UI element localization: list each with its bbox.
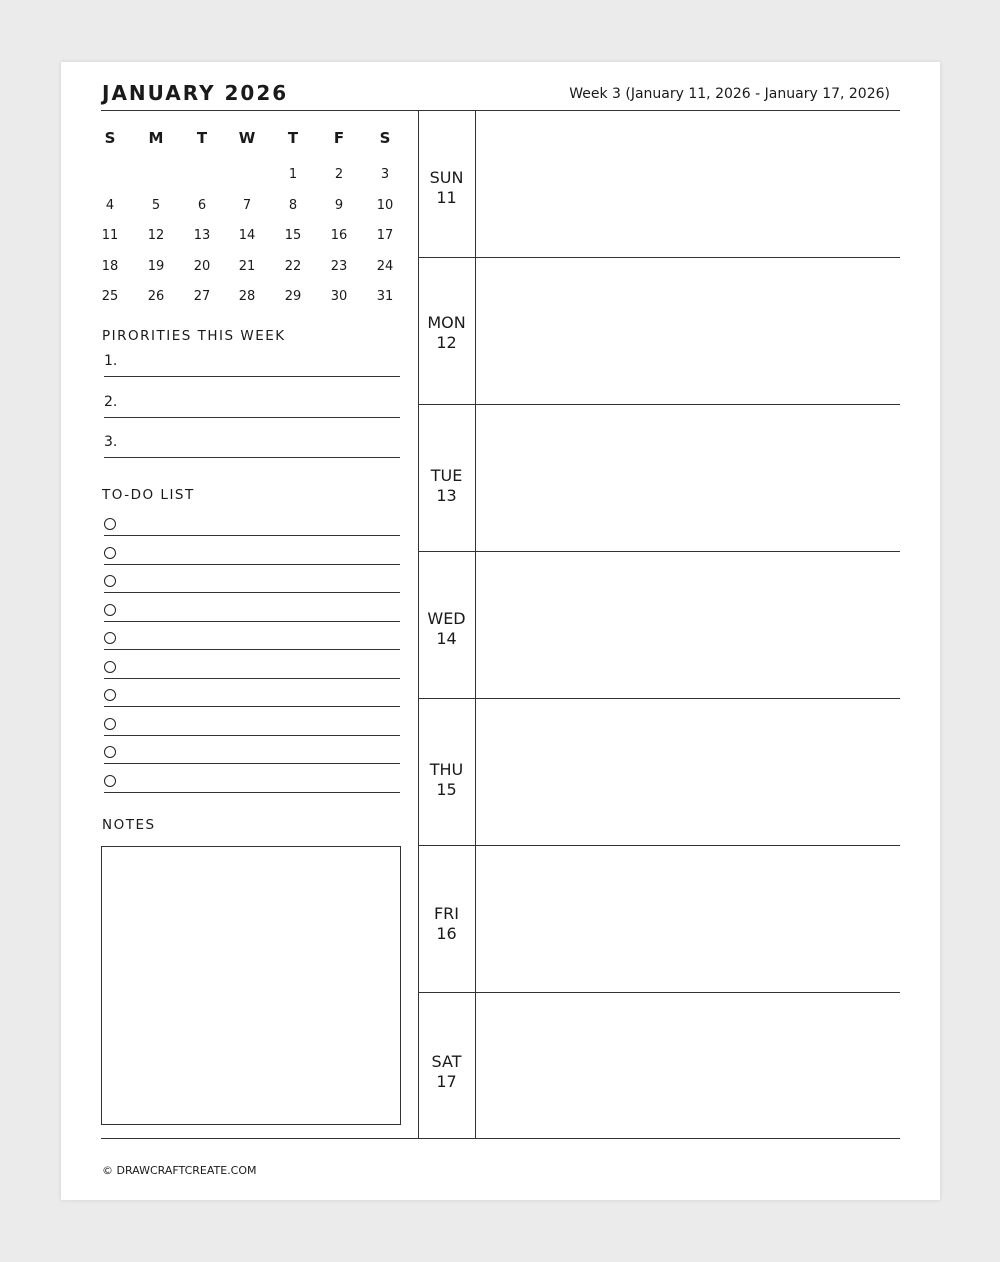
- day-label-mon: [418, 313, 475, 353]
- todo-line[interactable]: [104, 621, 400, 622]
- todo-checkbox[interactable]: [104, 632, 116, 644]
- todo-title: TO-DO LIST: [102, 487, 195, 503]
- calendar-day: 25: [101, 289, 119, 304]
- todo-checkbox[interactable]: [104, 547, 116, 559]
- calendar-day: 22: [284, 259, 302, 274]
- weekday-header: S: [104, 129, 116, 147]
- calendar-day: 2: [334, 167, 344, 182]
- calendar-day: 30: [330, 289, 348, 304]
- todo-checkbox[interactable]: [104, 661, 116, 673]
- priority-number: 3.: [104, 434, 118, 450]
- calendar-day: 31: [376, 289, 394, 304]
- day-label-wed: [418, 609, 475, 649]
- day-date: 12: [436, 333, 457, 352]
- day-date: 13: [436, 486, 457, 505]
- day-name: SUN: [429, 168, 464, 187]
- day-separator: [418, 551, 900, 552]
- day-writing-area[interactable]: [475, 993, 900, 1137]
- todo-line[interactable]: [104, 564, 400, 565]
- day-name: SAT: [431, 1052, 462, 1071]
- todo-checkbox[interactable]: [104, 689, 116, 701]
- calendar-day: 23: [330, 259, 348, 274]
- day-writing-area[interactable]: [475, 699, 900, 844]
- todo-checkbox[interactable]: [104, 518, 116, 530]
- notes-box[interactable]: [101, 846, 401, 1125]
- day-separator: [418, 404, 900, 405]
- calendar-day: 16: [330, 228, 348, 243]
- calendar-day: 3: [380, 167, 390, 182]
- day-date: 16: [436, 924, 457, 943]
- calendar-day: 11: [101, 228, 119, 243]
- planner-page: [61, 62, 940, 1200]
- calendar-day: 29: [284, 289, 302, 304]
- calendar-day: 18: [101, 259, 119, 274]
- day-label-tue: [418, 466, 475, 506]
- calendar-day: 13: [193, 228, 211, 243]
- day-name: TUE: [430, 466, 463, 485]
- priorities-title: PIRORITIES THIS WEEK: [102, 328, 286, 344]
- calendar-day: 5: [151, 198, 161, 213]
- day-separator: [418, 992, 900, 993]
- day-name: MON: [427, 313, 466, 332]
- day-date: 14: [436, 629, 457, 648]
- calendar-day: 14: [238, 228, 256, 243]
- calendar-day: 20: [193, 259, 211, 274]
- day-separator: [418, 845, 900, 846]
- day-writing-area[interactable]: [475, 258, 900, 403]
- todo-checkbox[interactable]: [104, 604, 116, 616]
- day-writing-area[interactable]: [475, 846, 900, 991]
- todo-line[interactable]: [104, 535, 400, 536]
- weekday-header: F: [333, 129, 345, 147]
- footer-rule: [101, 1138, 900, 1139]
- priority-line[interactable]: [104, 376, 400, 377]
- day-name: THU: [429, 760, 464, 779]
- todo-checkbox[interactable]: [104, 718, 116, 730]
- todo-line[interactable]: [104, 763, 400, 764]
- todo-line[interactable]: [104, 792, 400, 793]
- calendar-day: 9: [334, 198, 344, 213]
- todo-line[interactable]: [104, 735, 400, 736]
- calendar-day: 17: [376, 228, 394, 243]
- notes-title: NOTES: [102, 817, 156, 833]
- calendar-day: 1: [288, 167, 298, 182]
- calendar-day: 7: [242, 198, 252, 213]
- calendar-day: 8: [288, 198, 298, 213]
- day-writing-area[interactable]: [475, 552, 900, 697]
- priority-line[interactable]: [104, 417, 400, 418]
- calendar-day: 21: [238, 259, 256, 274]
- calendar-day: 24: [376, 259, 394, 274]
- day-separator: [418, 257, 900, 258]
- calendar-day: 10: [376, 198, 394, 213]
- priority-line[interactable]: [104, 457, 400, 458]
- day-label-sun: [418, 168, 475, 208]
- day-date: 11: [436, 188, 457, 207]
- weekday-header: W: [238, 129, 256, 147]
- weekday-header: T: [287, 129, 299, 147]
- copyright-footer: © DRAWCRAFTCREATE.COM: [102, 1164, 257, 1177]
- week-range: Week 3 (January 11, 2026 - January 17, 2026): [569, 86, 890, 102]
- todo-line[interactable]: [104, 706, 400, 707]
- day-label-thu: [418, 760, 475, 800]
- todo-line[interactable]: [104, 678, 400, 679]
- day-name: FRI: [433, 904, 460, 923]
- calendar-day: 27: [193, 289, 211, 304]
- day-date: 15: [436, 780, 457, 799]
- weekday-header: S: [379, 129, 391, 147]
- weekday-header: M: [148, 129, 164, 147]
- calendar-day: 12: [147, 228, 165, 243]
- todo-line[interactable]: [104, 592, 400, 593]
- day-separator: [418, 698, 900, 699]
- day-writing-area[interactable]: [475, 405, 900, 550]
- calendar-day: 15: [284, 228, 302, 243]
- calendar-day: 28: [238, 289, 256, 304]
- day-date: 17: [436, 1072, 457, 1091]
- month-title: JANUARY 2026: [102, 81, 289, 105]
- todo-line[interactable]: [104, 649, 400, 650]
- weekday-header: T: [196, 129, 208, 147]
- calendar-day: 6: [197, 198, 207, 213]
- day-label-fri: [418, 904, 475, 944]
- day-label-sat: [418, 1052, 475, 1092]
- todo-checkbox[interactable]: [104, 746, 116, 758]
- todo-checkbox[interactable]: [104, 575, 116, 587]
- calendar-day: 19: [147, 259, 165, 274]
- priority-number: 2.: [104, 394, 118, 410]
- todo-checkbox[interactable]: [104, 775, 116, 787]
- calendar-day: 4: [105, 198, 115, 213]
- calendar-day: 26: [147, 289, 165, 304]
- day-writing-area[interactable]: [475, 111, 900, 256]
- priority-number: 1.: [104, 353, 118, 369]
- day-name: WED: [427, 609, 466, 628]
